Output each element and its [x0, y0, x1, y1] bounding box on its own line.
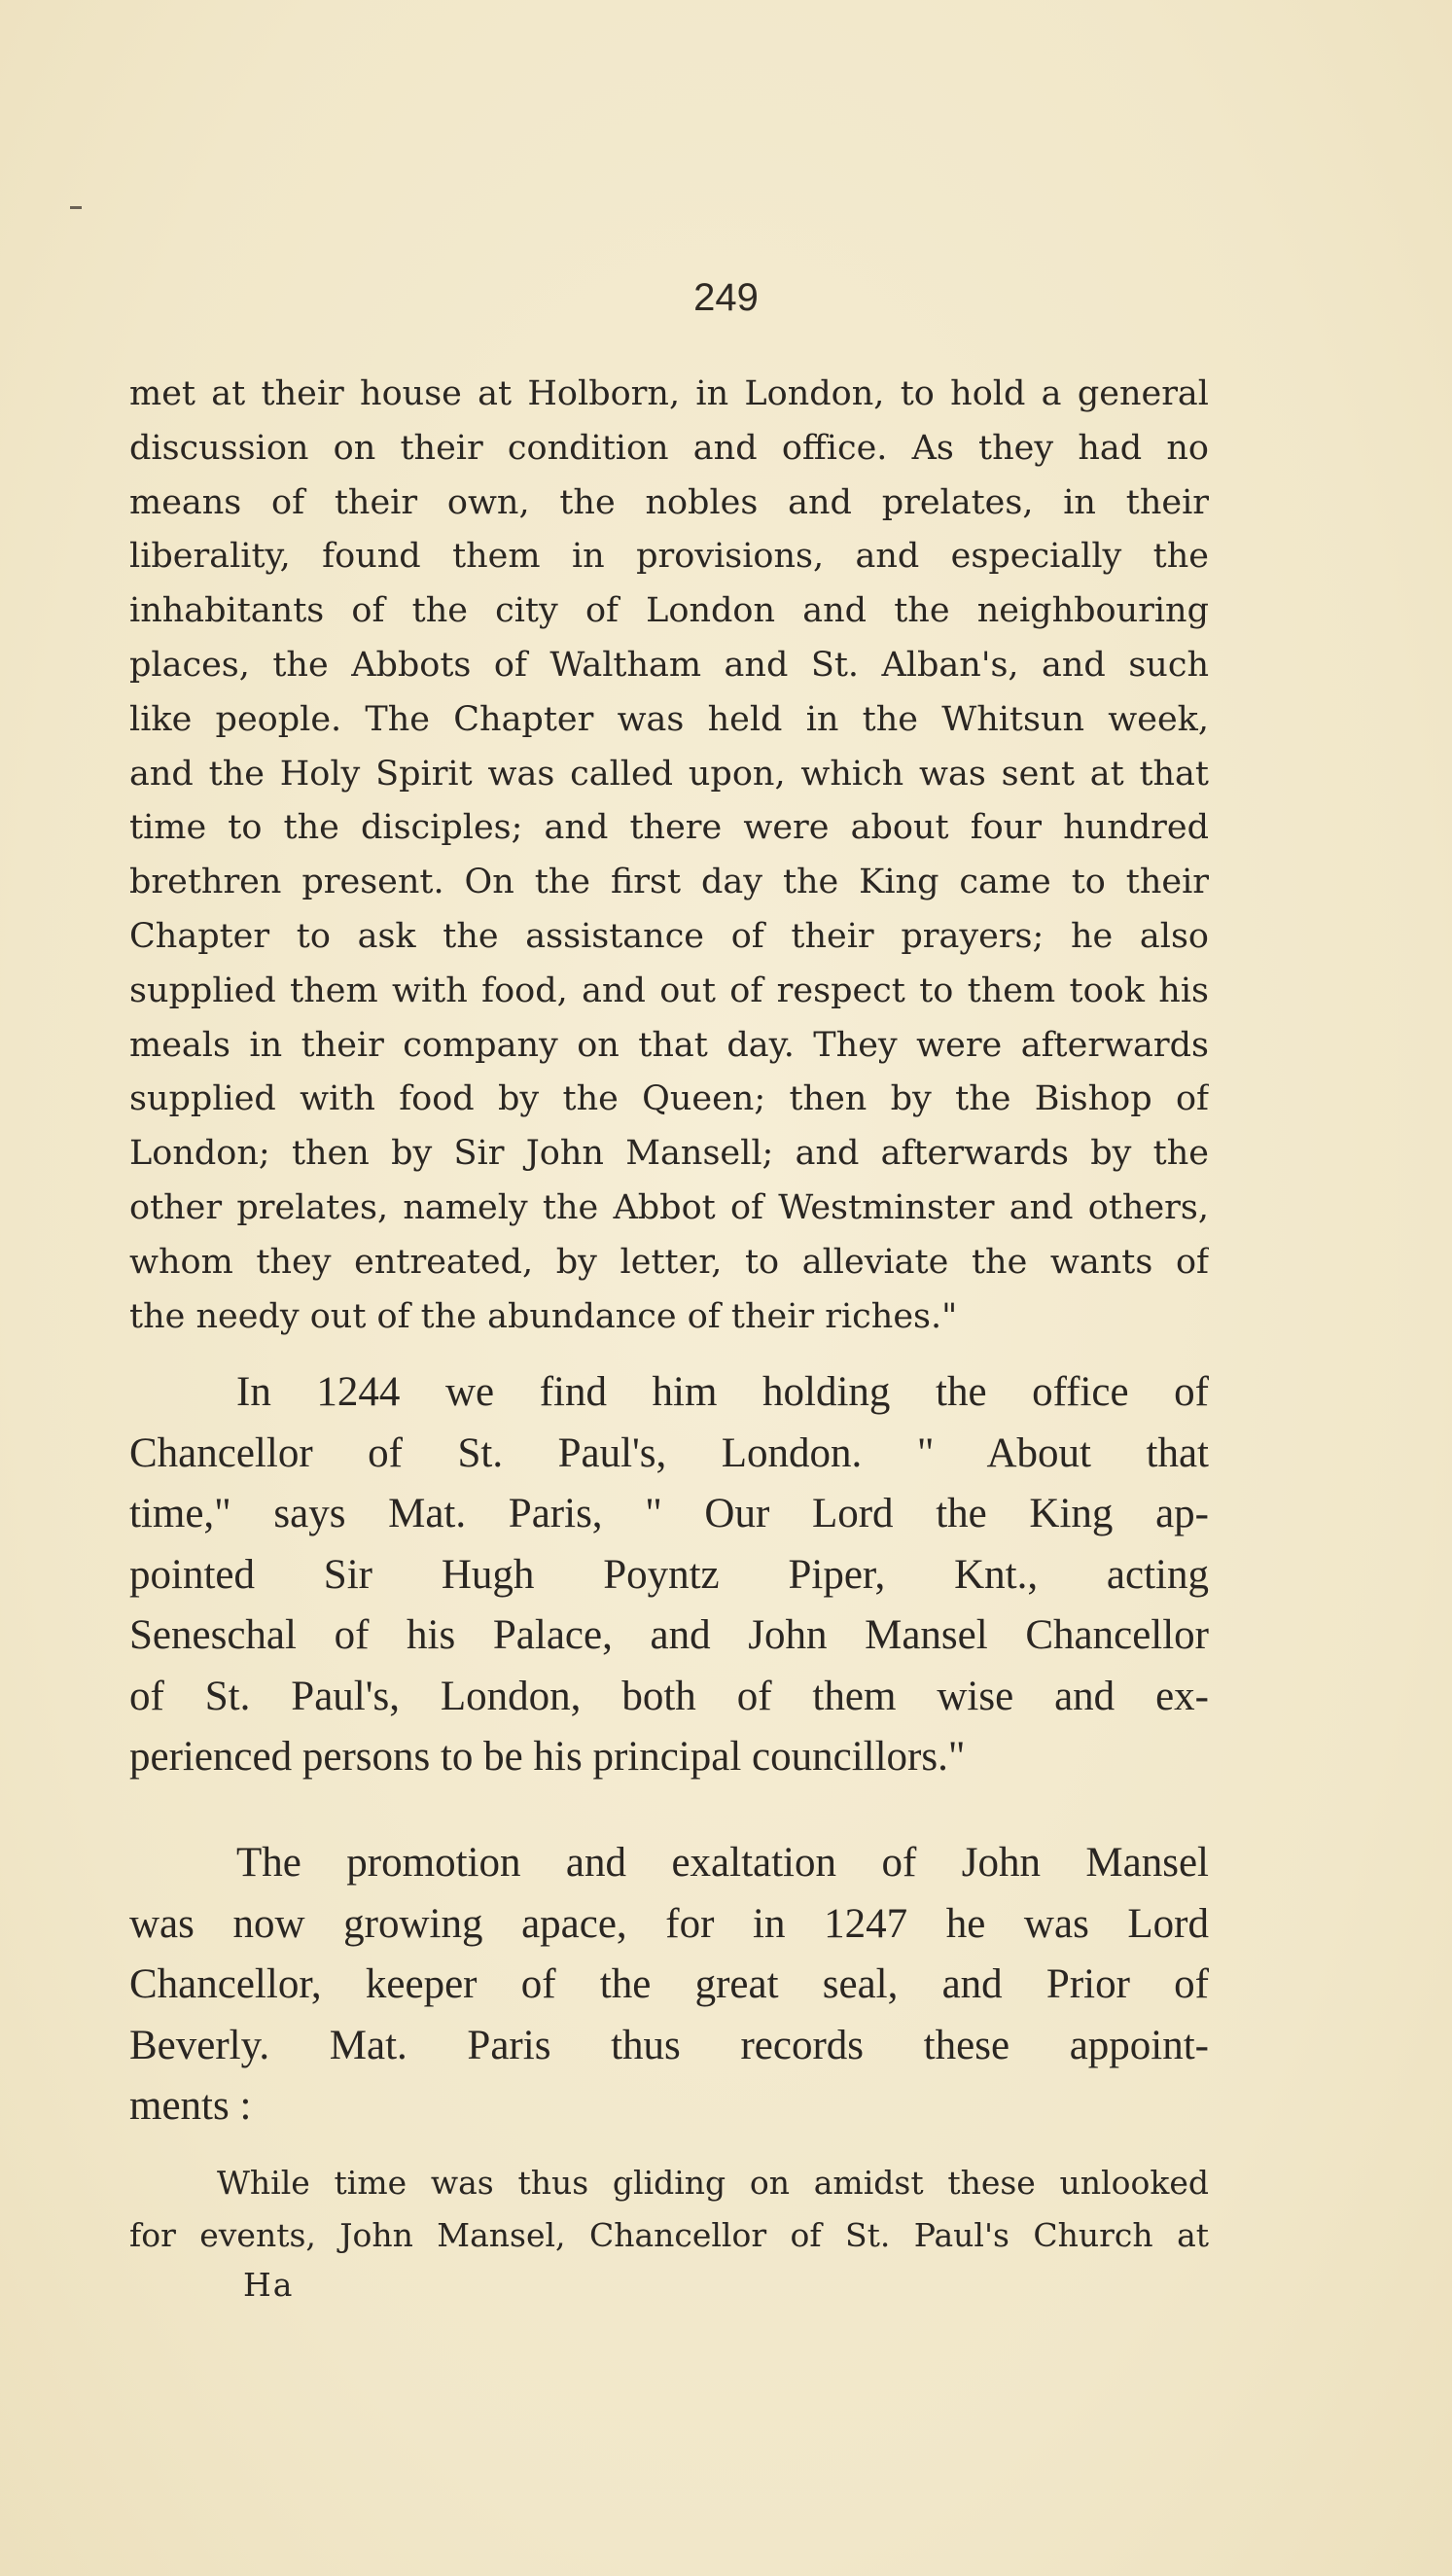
text-line: liberality, found them in provisions, and especially the [129, 537, 1209, 577]
page-number: 249 [693, 276, 759, 319]
text-line: perienced persons to be his principal councillors." [129, 1734, 966, 1780]
text-line: and the Holy Spirit was called upon, which was sent at that [129, 754, 1209, 794]
text-line: meals in their company on that day. They were afterwards [129, 1025, 1209, 1065]
text-line: time to the disciples; and there were about four hundred [129, 808, 1209, 848]
text-line: of St. Paul's, London, both of them wise and ex- [129, 1673, 1209, 1719]
text-line: like people. The Chapter was held in the Whitsun week, [129, 699, 1209, 739]
text-line: brethren present. On the first day the King came to their [129, 863, 1209, 902]
text-line: Seneschal of his Palace, and John Mansel Chancellor [129, 1612, 1209, 1658]
text-line: The promotion and exaltation of John Mansel [236, 1840, 1209, 1886]
margin-mark [70, 206, 82, 209]
text-line: for events, John Mansel, Chancellor of St. Paul's Church at [129, 2216, 1209, 2254]
signature-mark: Ha [243, 2266, 295, 2304]
text-line: means of their own, the nobles and prelates, in their [129, 482, 1209, 522]
text-line: was now growing apace, for in 1247 he was Lord [129, 1900, 1209, 1947]
text-line: discussion on their condition and office. As they had no [129, 428, 1209, 468]
text-line: whom they entreated, by letter, to alleviate the wants of [129, 1242, 1209, 1282]
text-line: inhabitants of the city of London and the neighbouring [129, 591, 1209, 631]
text-line: the needy out of the abundance of their riches." [129, 1296, 958, 1336]
text-line: time," says Mat. Paris, " Our Lord the King ap- [129, 1491, 1209, 1536]
text-line: other prelates, namely the Abbot of Westminster and others, [129, 1187, 1209, 1227]
text-line: met at their house at Holborn, in London, to hold a general [129, 374, 1209, 413]
quoted-extract [129, 2157, 1209, 2262]
text-line: While time was thus gliding on amidst these unlooked [217, 2164, 1209, 2202]
text-line: Chancellor of St. Paul's, London. " About that [129, 1429, 1209, 1476]
quoted-passage [129, 368, 1209, 1344]
text-line: London; then by Sir John Mansell; and afterwards by the [129, 1134, 1209, 1174]
text-line: In 1244 we find him holding the office of [236, 1369, 1209, 1415]
paragraph-chancellor-1244 [129, 1362, 1209, 1788]
paragraph-promotion-1247 [129, 1833, 1209, 2137]
text-line: Chancellor, keeper of the great seal, and Prior of [129, 1961, 1209, 2007]
text-line: places, the Abbots of Waltham and St. Alban's, and such [129, 645, 1209, 685]
text-line: Chapter to ask the assistance of their prayers; he also [129, 916, 1209, 956]
text-line: ments : [129, 2083, 252, 2129]
text-line: Beverly. Mat. Paris thus records these appoint- [129, 2022, 1209, 2068]
text-line: pointed Sir Hugh Poyntz Piper, Knt., acting [129, 1551, 1209, 1598]
text-line: supplied them with food, and out of respect to them took his [129, 970, 1209, 1010]
text-line: supplied with food by the Queen; then by the Bishop of [129, 1079, 1209, 1119]
